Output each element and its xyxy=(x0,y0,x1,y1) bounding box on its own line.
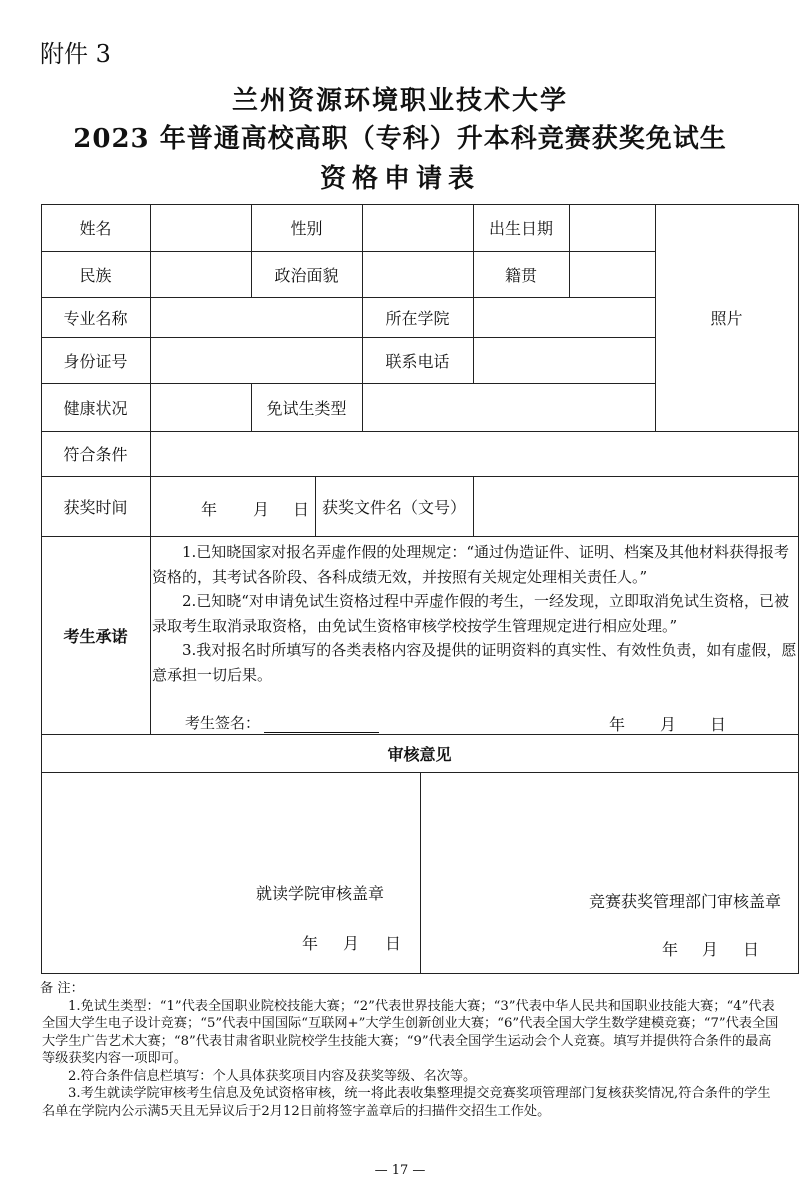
college-month: 月 xyxy=(343,934,360,953)
award-time-field[interactable] xyxy=(151,477,314,535)
name-field[interactable] xyxy=(151,205,250,250)
id-label: 身份证号 xyxy=(63,351,128,371)
review-heading: 审核意见 xyxy=(387,744,452,764)
award-day: 日 xyxy=(293,500,310,519)
notes-heading: 备 注： xyxy=(40,981,84,996)
award-doc-field[interactable] xyxy=(474,477,797,535)
health-field[interactable] xyxy=(151,384,250,430)
phone-label: 联系电话 xyxy=(385,351,450,371)
title-line-3: 资格申请表 xyxy=(319,164,480,194)
exempt-type-label: 免试生类型 xyxy=(266,398,347,418)
id-field[interactable] xyxy=(151,338,361,382)
pledge-year: 年 xyxy=(609,715,626,734)
political-label: 政治面貌 xyxy=(274,265,339,285)
exempt-type-field[interactable] xyxy=(363,384,654,430)
phone-field[interactable] xyxy=(474,338,654,382)
college-day: 日 xyxy=(385,934,402,953)
pledge-item-1: 1.已知晓国家对报名弄虚作假的处理规定：“通过伪造证件、证明、档案及其他材料获得报考资格的，其考试各阶段、各科成绩无效，并按照有关规定处理相关责任人。” xyxy=(152,543,789,586)
pledge-month: 月 xyxy=(660,715,677,734)
page-number: — 17 — xyxy=(374,1163,426,1178)
ethnicity-label: 民族 xyxy=(79,265,112,285)
pledge-item-3: 3.我对报名时所填写的各类表格内容及提供的证明资料的真实性、有效性负责，如有虚假，愿意承担一切后果。 xyxy=(152,641,797,684)
pledge-item-2: 2.已知晓“对申请免试生资格过程中弄虚作假的考生，一经发现，立即取消免试生资格，已被录取考生取消录取资格，由免试生资格审核学校按学生管理规定进行相应处理。” xyxy=(152,592,789,635)
annex-label: 附件 3 xyxy=(40,40,111,68)
college-label: 所在学院 xyxy=(385,308,450,328)
note-2: 2.符合条件信息栏填写：个人具体获奖项目内容及获奖等级、名次等。 xyxy=(68,1068,477,1084)
criteria-label: 符合条件 xyxy=(63,445,128,464)
title-line-2: 2023 年普通高校高职（专科）升本科竞赛获奖免试生 xyxy=(73,124,727,154)
note-3: 3.考生就读学院审核考生信息及免试资格审核，统一将此表收集整理提交竞赛奖项管理部门复核获奖情况,符合条件的学生名单在学院内公示满5天且无异议后于2月12日前将签字盖章后的扫描件交招生工作处。 xyxy=(42,1086,771,1119)
college-field[interactable] xyxy=(474,298,654,336)
pledge-text xyxy=(152,540,800,687)
signature-label: 考生签名： xyxy=(185,714,261,732)
dept-day: 日 xyxy=(743,940,760,959)
political-field[interactable] xyxy=(363,252,472,296)
major-field[interactable] xyxy=(151,298,361,336)
notes-section xyxy=(42,980,782,1120)
award-month: 月 xyxy=(253,500,270,519)
gender-field[interactable] xyxy=(363,205,472,250)
pledge-day: 日 xyxy=(710,715,727,734)
birth-label: 出生日期 xyxy=(488,219,553,238)
rule xyxy=(41,973,799,974)
dept-seal-label: 竞赛获奖管理部门审核盖章 xyxy=(588,891,781,911)
pledge-label: 考生承诺 xyxy=(63,626,128,646)
ethnicity-field[interactable] xyxy=(151,252,250,296)
note-1: 1.免试生类型：“1”代表全国职业院校技能大赛；“2”代表世界技能大赛；“3”代表中华人民共和国职业技能大赛；“4”代表全国大学生电子设计竞赛；“5”代表中国国际“互联网+”大学生创新创业大赛；“6”代表全国大学生数学建模竞赛；“7”代表全国大学生广告艺术大赛；“8”代表甘肃省职业院校学生技能大赛；“9”代表全国学生运动会个人竞赛。填写并提供符合条件的最高等级获奖内容一项即可。 xyxy=(42,998,779,1066)
name-label: 姓名 xyxy=(79,219,112,238)
birth-field[interactable] xyxy=(570,205,654,250)
title-line-1: 兰州资源环境职业技术大学 xyxy=(231,86,568,116)
rule xyxy=(420,772,421,973)
rule xyxy=(41,536,799,537)
award-doc-label: 获奖文件名（文号） xyxy=(321,497,466,517)
native-label: 籍贯 xyxy=(504,265,537,285)
criteria-field[interactable] xyxy=(151,432,797,475)
college-year: 年 xyxy=(302,934,319,953)
award-time-label: 获奖时间 xyxy=(63,497,128,517)
dept-year: 年 xyxy=(662,940,679,959)
photo-box[interactable]: 照片 xyxy=(710,309,743,328)
native-field[interactable] xyxy=(570,252,654,296)
dept-month: 月 xyxy=(702,940,719,959)
health-label: 健康状况 xyxy=(63,398,128,418)
college-seal-label: 就读学院审核盖章 xyxy=(255,883,384,903)
major-label: 专业名称 xyxy=(63,308,128,328)
signature-line[interactable] xyxy=(264,716,379,733)
signature-row xyxy=(185,712,379,733)
gender-label: 性别 xyxy=(290,219,323,238)
award-year: 年 xyxy=(201,500,218,519)
